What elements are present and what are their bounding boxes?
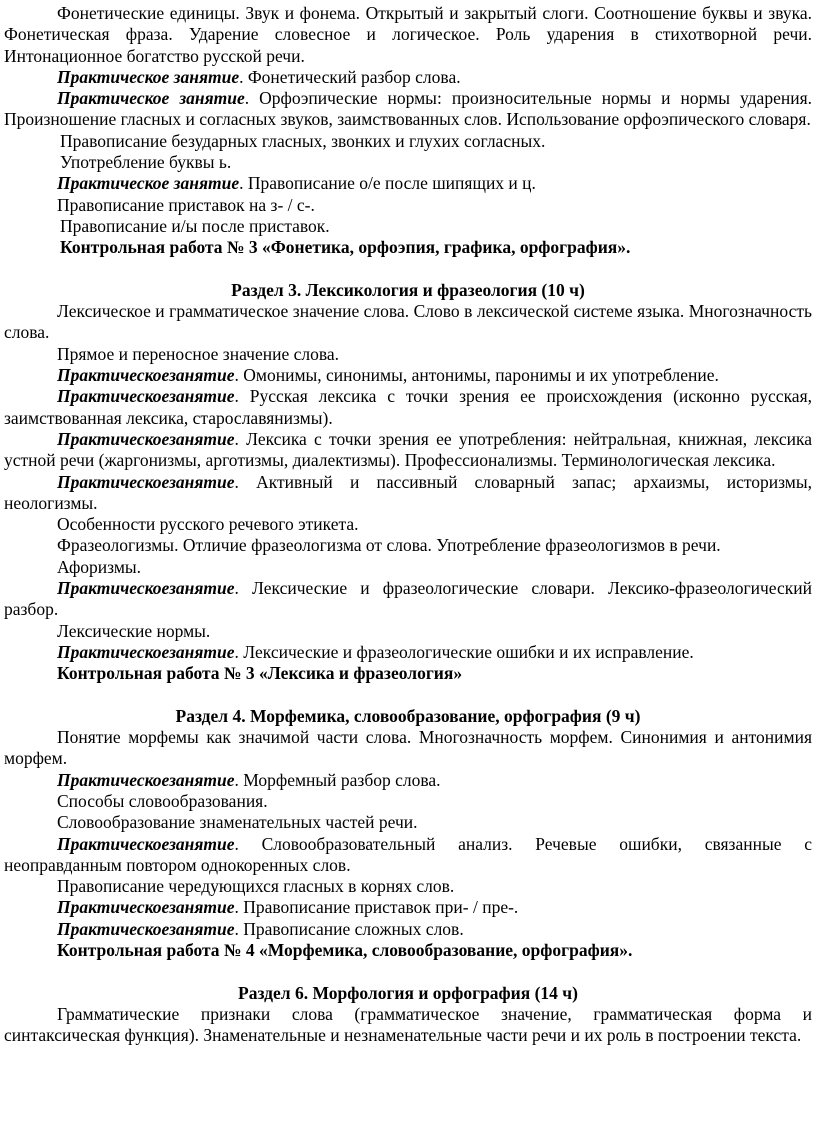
spacer — [4, 961, 812, 982]
section-3-heading: Раздел 3. Лексикология и фразеология (10 ч) — [231, 279, 585, 300]
paragraph-word-formation-methods: Способы словообразования. — [57, 790, 268, 811]
spacer — [4, 259, 812, 280]
paragraph-aphorisms: Афоризмы. — [57, 556, 142, 577]
practice-label: Практическоезанятие — [57, 428, 235, 449]
paragraph-practice-errors: Практическоезанятие. Лексические и фразеологические ошибки и их исправление. — [57, 641, 694, 662]
paragraph-morpheme-concept: Понятие морфемы как значимой части слова. Многозначность морфем. Синонимия и антонимия морфем. — [4, 727, 812, 769]
paragraph-practice-homonyms: Практическоезанятие. Омонимы, синонимы, антонимы, паронимы и их употребление. — [57, 365, 719, 386]
practice-label: Практическоезанятие — [57, 471, 235, 492]
paragraph-soft-sign: Употребление буквы ь. — [60, 152, 232, 173]
paragraph-phonetic-units: Фонетические единицы. Звук и фонема. Открытый и закрытый слоги. Соотношение буквы и звука. Фонетическая фраза. Ударение словесное и логическое. Роль ударения в стихотворной речи. Интонационное богатство русской речи. — [4, 3, 812, 66]
paragraph-speech-etiquette: Особенности русского речевого этикета. — [57, 514, 359, 535]
paragraph-i-y-after-prefixes: Правописание и/ы после приставок. — [60, 215, 330, 236]
paragraph-practice-vocabulary: Практическоезанятие. Активный и пассивный словарный запас; архаизмы, историзмы, неологизмы. — [4, 471, 812, 513]
section-4-heading: Раздел 4. Морфемика, словообразование, орфография (9 ч) — [175, 705, 641, 726]
practice-label: Практическое занятие — [57, 66, 240, 87]
practice-label: Практическоезанятие — [57, 918, 235, 939]
paragraph-practice-orthoepy: Практическое занятие. Орфоэпические нормы: произносительные нормы и нормы ударения. Произношение гласных и согласных звуков, заимствованных слов. Использование орфоэпического словаря. — [4, 88, 812, 130]
paragraph-alternating-vowels: Правописание чередующихся гласных в корнях слов. — [57, 876, 455, 897]
practice-label: Практическоезанятие — [57, 897, 235, 918]
practice-label: Практическоезанятие — [57, 386, 235, 407]
practice-label: Практическое занятие — [57, 88, 245, 109]
paragraph-practice-origin: Практическоезанятие. Русская лексика с точки зрения ее происхождения (исконно русская, заимствованная лексика, старославянизмы). — [4, 386, 812, 428]
paragraph-practice-morpheme-analysis: Практическоезанятие. Морфемный разбор слова. — [57, 769, 441, 790]
paragraph-lexical-meaning: Лексическое и грамматическое значение слова. Слово в лексической системе языка. Многозначность слова. — [4, 301, 812, 343]
paragraph-word-formation-parts: Словообразование знаменательных частей речи. — [57, 812, 418, 833]
paragraph-unstressed-vowels: Правописание безударных гласных, звонких и глухих согласных. — [60, 130, 546, 151]
paragraph-practice-dictionaries: Практическоезанятие. Лексические и фразеологические словари. Лексико-фразеологический разбор. — [4, 578, 812, 620]
paragraph-practice-usage: Практическоезанятие. Лексика с точки зрения ее употребления: нейтральная, книжная, лексика устной речи (жаргонизмы, арготизмы, диалектизмы). Профессионализмы. Терминологическая лексика. — [4, 428, 812, 471]
paragraph-practice-pri-pre: Практическоезанятие. Правописание приставок при- / пре-. — [57, 897, 519, 918]
paragraph-prefixes-z-s: Правописание приставок на з- / с-. — [57, 194, 315, 215]
spacer — [4, 685, 812, 706]
paragraph-direct-figurative: Прямое и переносное значение слова. — [57, 343, 340, 364]
control-work-phonetics: Контрольная работа № 3 «Фонетика, орфоэпия, графика, орфография». — [60, 237, 631, 258]
practice-label: Практическоезанятие — [57, 578, 235, 599]
paragraph-practice-o-e: Практическое занятие. Правописание о/е после шипящих и ц. — [57, 173, 536, 194]
paragraph-phraseologisms: Фразеологизмы. Отличие фразеологизма от слова. Употребление фразеологизмов в речи. — [57, 535, 721, 556]
control-work-lexicon: Контрольная работа № 3 «Лексика и фразеология» — [57, 663, 463, 684]
practice-label: Практическоезанятие — [57, 365, 235, 386]
paragraph-grammatical-features: Грамматические признаки слова (грамматическое значение, грамматическая форма и синтаксическая функция). Знаменательные и незнаменательные части речи и их роль в построении текста. — [4, 1003, 812, 1046]
paragraph-practice-phonetic-analysis: Практическое занятие. Фонетический разбор слова. — [57, 66, 461, 87]
control-work-morphemics: Контрольная работа № 4 «Морфемика, словообразование, орфография». — [57, 940, 633, 961]
practice-label: Практическоезанятие — [57, 769, 235, 790]
paragraph-lexical-norms: Лексические нормы. — [57, 620, 211, 641]
practice-label: Практическое занятие — [57, 173, 240, 194]
paragraph-practice-word-formation: Практическоезанятие. Словообразовательный анализ. Речевые ошибки, связанные с неоправданным повтором однокоренных слов. — [4, 833, 812, 875]
paragraph-practice-compound-words: Практическоезанятие. Правописание сложных слов. — [57, 918, 464, 939]
section-6-heading: Раздел 6. Морфология и орфография (14 ч) — [238, 982, 578, 1003]
practice-label: Практическоезанятие — [57, 833, 235, 854]
practice-label: Практическоезанятие — [57, 641, 235, 662]
